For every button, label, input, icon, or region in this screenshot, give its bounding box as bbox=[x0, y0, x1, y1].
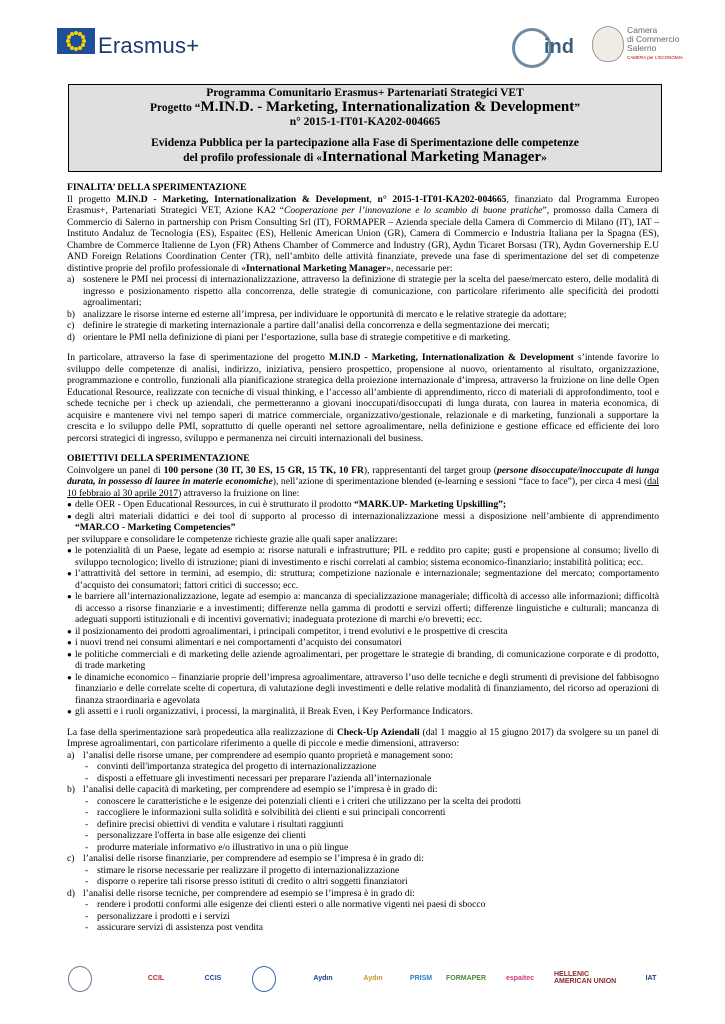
text-run: degli altri materiali didattici e dei tool di supporto al processo di internazionalizzazione messi a disposizione nell’ambiente di apprendimento bbox=[75, 510, 659, 522]
dash-marker: - bbox=[85, 876, 89, 887]
checkup-group bbox=[67, 888, 659, 900]
bullet-icon: ● bbox=[67, 569, 72, 578]
profile-title-suffix: » bbox=[541, 152, 547, 164]
sub-list-item-text: disporre o reperire tali risorse presso istituti di credito o altri soggetti finanziatori bbox=[97, 876, 408, 887]
formaper-logo: FORMAPER bbox=[445, 974, 487, 982]
list-item bbox=[67, 511, 659, 534]
list-item bbox=[67, 649, 659, 672]
dash-marker: - bbox=[85, 807, 89, 818]
espaitec-logo: espaitec bbox=[505, 974, 535, 982]
eu-star-icon bbox=[81, 35, 85, 39]
dash-marker: - bbox=[85, 761, 89, 772]
finalita-intro bbox=[67, 194, 659, 275]
obiettivi-after-text: per sviluppare e consolidare le competenze richieste grazie alle quali saper analizzare: bbox=[67, 533, 398, 545]
dash-marker: - bbox=[85, 830, 89, 841]
list-marker: d) bbox=[67, 887, 75, 899]
list-item bbox=[67, 853, 659, 865]
eu-star-icon bbox=[74, 47, 78, 51]
dash-marker: - bbox=[85, 818, 89, 830]
project-title bbox=[69, 100, 661, 115]
profile-title-prefix: del profilo professionale di « bbox=[183, 152, 322, 164]
dash-marker: - bbox=[85, 899, 89, 910]
sub-list-item bbox=[67, 922, 659, 934]
ccis-logo: CCIS bbox=[204, 974, 222, 982]
checkup-list bbox=[67, 750, 659, 934]
mind-logo bbox=[512, 28, 576, 68]
programme-title: Programma Comunitario Erasmus+ Partenariati Strategici VET bbox=[206, 87, 524, 99]
sub-list-item bbox=[67, 865, 659, 877]
bullet-icon: ● bbox=[67, 511, 72, 521]
list-item bbox=[67, 591, 659, 626]
text-run-bold: International Marketing Manager bbox=[246, 262, 387, 274]
sub-list-item bbox=[67, 773, 659, 785]
text-run-bold: 100 persone bbox=[163, 464, 213, 476]
page-header bbox=[0, 0, 725, 80]
camera-subline: CAMERA per L'ECONOMIA bbox=[627, 55, 683, 60]
list-marker: c) bbox=[67, 853, 75, 864]
checkup-sublist bbox=[67, 899, 659, 934]
checkup-group bbox=[67, 784, 659, 796]
regione-logo bbox=[68, 966, 92, 992]
text-run-bold: “MARK.UP- Marketing Upskilling”; bbox=[353, 499, 507, 510]
list-item-text: definire le strategie di marketing internazionale a partire dall’analisi della concorrenza e della segmentazione dei mercati; bbox=[83, 320, 550, 331]
list-item bbox=[67, 750, 659, 762]
eu-star-icon bbox=[78, 46, 82, 50]
camera-line: di Commercio bbox=[627, 34, 680, 44]
sub-list-item bbox=[67, 830, 659, 842]
list-marker: d) bbox=[67, 331, 75, 343]
section-heading-obiettivi: OBIETTIVI DELLA SPERIMENTAZIONE bbox=[67, 453, 250, 464]
project-title-suffix: ” bbox=[574, 102, 581, 114]
athens-chamber-logo bbox=[252, 966, 276, 992]
title-box bbox=[68, 84, 662, 172]
prism-logo: PRISM bbox=[409, 974, 433, 982]
profile-title bbox=[69, 150, 661, 165]
list-item-text: l’analisi delle risorse tecniche, per comprendere ad esempio se l’impresa è in grado di: bbox=[83, 887, 415, 899]
finalita-paragraph-2 bbox=[67, 352, 659, 444]
list-item bbox=[67, 320, 659, 332]
text-run: ( bbox=[212, 464, 219, 476]
project-title-prefix: Progetto “ bbox=[149, 102, 201, 114]
aydin-borsasi-logo: Aydın bbox=[313, 974, 333, 982]
camera-line: Camera bbox=[627, 25, 658, 35]
section-heading-finalita: FINALITA’ DELLA SPERIMENTAZIONE bbox=[67, 182, 247, 193]
list-marker: c) bbox=[67, 320, 75, 331]
list-item-text: l’analisi delle risorse umane, per comprendere ad esempio quanto proprietà e management sono: bbox=[83, 749, 454, 761]
camera-commercio-logo-text bbox=[627, 26, 683, 62]
text-run: ) attraverso la fruizione on line: bbox=[178, 487, 300, 499]
list-item-text: sostenere le PMI nei processi di internazionalizzazione, attraverso la definizione di strategie per la scelta del paese/mercato estero, delle modalità di ingresso e posizionamento rispetto alla concorrenza, delle strategie di comunicazione, con particolare riferimento alle specificità dei prodotti agroalimentari; bbox=[83, 274, 659, 308]
text-run: », necessarie per: bbox=[386, 262, 453, 274]
eu-flag-icon bbox=[57, 28, 95, 54]
mind-logo-text: ind bbox=[544, 36, 574, 58]
dash-marker: - bbox=[85, 841, 89, 853]
dash-marker: - bbox=[85, 922, 89, 933]
bullet-icon: ● bbox=[67, 707, 72, 716]
text-run: s’intende favorire lo sviluppo delle competenze di analisi, indirizzo, iniziativa, pensiero prospettico, propensione al nuovo, orientamento al risultato, organizzazione, programmazione e controllo, funzionali alla pianificazione strategica della proiezione internazionale d’impresa, attraverso la fruizione on line delle Open Educational Resource, realizzate con tecniche di visual thinking, e l’accesso all’ambiente di apprendimento, ricco di materiali di approfondimento, tool e schede tecniche per i check up aziendali, che permetteranno a giovani inoccupati/disoccupati di lunga durata, con laurea in materia economica, di acquisire e mantenere vivi nel tempo saperi di matrice commerciale, organizzativo/gestionale, relazionale e di marketing, funzionali a supportare la crescita e lo sviluppo delle PMI, soprattutto di quelle operanti nel settore agroalimentare, nella definizione e gestione efficace ed efficiente dei loro percorsi strategici di ingresso, sviluppo e permanenza nei circuiti internazionali del business. bbox=[67, 352, 659, 444]
list-marker: a) bbox=[67, 749, 75, 761]
text-run: delle OER - Open Educational Resources, in cui è strutturato il prodotto bbox=[75, 499, 354, 510]
list-marker: a) bbox=[67, 274, 75, 285]
text-run: Coinvolgere un panel di bbox=[67, 464, 164, 476]
bullet-icon: ● bbox=[67, 638, 72, 647]
sub-list-item bbox=[67, 761, 659, 773]
list-item-text: i nuovi trend nei consumi alimentari e nei comportamenti d’acquisto dei consumatori bbox=[75, 637, 402, 648]
list-item-text: il posizionamento dei prodotti agroalimentari, i principali competitor, i trend evolutivi e le prospettive di crescita bbox=[75, 625, 508, 637]
list-item bbox=[67, 672, 659, 707]
sub-list-item bbox=[67, 807, 659, 819]
list-item-text: orientare le PMI nella definizione di piani per l’esportazione, sulla base di strategie competitive e di marketing. bbox=[83, 331, 511, 343]
competence-list bbox=[67, 545, 659, 718]
text-run-italic: Cooperazione per l’innovazione e lo scambio di buone pratiche bbox=[283, 205, 543, 216]
sub-list-item-text: stimare le risorse necessarie per realizzare il progetto di internazionalizzazione bbox=[97, 864, 400, 876]
document-body bbox=[67, 182, 659, 934]
text-run: ”, promosso dalla Camera di Commercio di Salerno in partnership con Prism Consulting Srl (IT), FORMAPER – Azienda speciale della Camera di Commercio di Milano (IT), IAT – Instituto Andaluz de Tecnologia (ES), Espaitec (ES), Hellenic American Union (GR), Camera di Commercio e Industria Italiana per la Spagna (ES), Chambre de Commerce Italienne de Lyon (FR) Athens Chamber of Commerce and Industry (GR), Aydın Ticaret Borsası (TR), Aydın Governership E.U AND Foreign Relations Coordination Center (TR), nell’ambito delle attività finanziate, prevede una fase di sperimentazione del set di competenze distintive proprie del profilo professionale di « bbox=[67, 205, 660, 274]
text-run: La fase della sperimentazione sarà propedeutica alla realizzazione di bbox=[67, 726, 337, 738]
finalita-list bbox=[67, 274, 659, 343]
sub-list-item bbox=[67, 911, 659, 923]
sub-list-item-text: conoscere le caratteristiche e le esigenze dei potenziali clienti e i criteri che utilizzano per la scelta dei prodotti bbox=[97, 795, 522, 807]
eu-star-icon bbox=[70, 46, 74, 50]
camera-line: Salerno bbox=[627, 43, 657, 53]
text-run: Il progetto bbox=[67, 193, 117, 205]
ccil-logo: CCIL bbox=[147, 974, 165, 982]
checkup-intro bbox=[67, 727, 659, 750]
bullet-icon: ● bbox=[67, 592, 72, 601]
dash-marker: - bbox=[85, 795, 89, 807]
text-run: (dal 1 maggio al 15 giugno 2017) da svolgere su un panel di Imprese agroalimentari, con particolare riferimento a quelle di piccole e medie dimensioni, attraverso: bbox=[67, 726, 659, 749]
sub-list-item-text: assicurare servizi di assistenza post vendita bbox=[97, 922, 263, 933]
list-marker: b) bbox=[67, 308, 75, 320]
checkup-sublist bbox=[67, 796, 659, 854]
list-item-text: l’analisi delle risorse finanziarie, per comprendere ad esempio se l’impresa è in grado di: bbox=[83, 853, 424, 864]
fruition-list bbox=[67, 499, 659, 534]
list-item bbox=[67, 888, 659, 900]
list-item bbox=[67, 637, 659, 649]
list-item bbox=[67, 332, 659, 344]
sub-list-item bbox=[67, 899, 659, 911]
text-run-bold: 30 IT, 30 ES, 15 GR, 15 TK, 10 FR bbox=[218, 464, 364, 476]
sub-list-item-text: disposti a effettuare gli investimenti necessari per preparare l'azienda all’internazionale bbox=[97, 772, 432, 784]
checkup-sublist bbox=[67, 865, 659, 888]
checkup-sublist bbox=[67, 761, 659, 784]
partner-logos-footer bbox=[68, 966, 668, 992]
project-number: n° 2015-1-IT01-KA202-004665 bbox=[289, 116, 441, 128]
text-run-underlined: dal 10 febbraio al 30 aprile 2017 bbox=[67, 476, 659, 499]
text-run: ), rappresentanti del target group ( bbox=[363, 464, 497, 476]
text-run-bold-italic: persone disoccupate/inoccupate di lunga durata, in possesso di lauree in materie economiche bbox=[67, 464, 660, 487]
list-item-text: le potenzialità di un Paese, legate ad esempio a: risorse naturali e infrastrutture; PIL e reddito pro capite; gusti e propensione al consumo; livello di sviluppo tecnologico; livello di istruzione; piani di investimento e rischi correlati al cambio; sistema economico-finanziario; instabilità politica; ecc. bbox=[75, 545, 659, 568]
camera-commercio-seal-icon bbox=[592, 26, 624, 62]
hau-logo: HELLENIC AMERICAN UNION bbox=[554, 971, 617, 985]
sub-list-item bbox=[67, 842, 659, 854]
list-item bbox=[67, 784, 659, 796]
checkup-group bbox=[67, 853, 659, 865]
text-run-bold: “MAR.CO - Marketing Competencies” bbox=[75, 522, 236, 533]
list-item-text: l’analisi delle capacità di marketing, per comprendere ad esempio se l’impresa è in grado di: bbox=[83, 784, 438, 795]
bullet-icon: ● bbox=[67, 546, 72, 555]
bullet-icon: ● bbox=[67, 500, 72, 509]
text-run: , finanziato dal Programma Europeo Erasmus+, Partenariati Strategici VET, Azione KA2 “ bbox=[67, 193, 660, 216]
sub-list-item-text: convinti dell'importanza strategica del progetto di internazionalizzazione bbox=[97, 761, 377, 772]
sub-list-item-text: personalizzare i prodotti e i servizi bbox=[97, 910, 230, 922]
aydin-gov-logo: Aydın bbox=[363, 974, 383, 982]
text-run-bold: n° 2015-1-IT01-KA202-004665 bbox=[377, 193, 507, 205]
list-item bbox=[67, 706, 659, 718]
list-item bbox=[67, 274, 659, 309]
checkup-group bbox=[67, 750, 659, 762]
list-item bbox=[67, 568, 659, 591]
text-run: , bbox=[369, 193, 378, 205]
sub-list-item bbox=[67, 876, 659, 888]
list-item-text: le dinamiche economico – finanziarie proprie dell’impresa agroalimentare, attraverso l’uso delle tecniche e degli strumenti di previsione del fabbisogno finanziario e delle correlate scelte di copertura, di valutazione degli investimenti e delle relative modalità di finanziamento, del ricorso ad operazioni di finanza straordinaria e agevolata bbox=[75, 671, 659, 706]
sub-list-item bbox=[67, 819, 659, 831]
profile-title-main: International Marketing Manager bbox=[321, 149, 542, 165]
sub-list-item-text: personalizzare l'offerta in base alle esigenze dei clienti bbox=[97, 830, 307, 841]
text-run-bold: Check-Up Aziendali bbox=[336, 726, 420, 738]
list-item-text: le politiche commerciali e di marketing delle aziende agroalimentari, per progettare le strategie di branding, di comunicazione corporate e di prodotto, di trade marketing bbox=[75, 648, 659, 671]
list-item-text: l’attrattività del settore in termini, ad esempio, di: struttura; competizione nazionale e internazionale; segmentazione del mercato; comportamento d’acquisto dei consumatori; fattori critici di successo; ecc. bbox=[75, 568, 659, 591]
text-run: ), nell’azione di sperimentazione blended (e-learning e sessioni “face to face”), per circa 4 mesi ( bbox=[272, 476, 648, 487]
project-title-main: M.IN.D. - Marketing, Internationalization & Development bbox=[200, 99, 575, 115]
list-item bbox=[67, 545, 659, 568]
text-run: In particolare, attraverso la fase di sperimentazione del progetto bbox=[67, 352, 330, 363]
sub-list-item-text: raccogliere le informazioni sulla solidità e solvibilità dei clienti e sui principali concorrenti bbox=[97, 807, 446, 818]
dash-marker: - bbox=[85, 910, 89, 922]
notice-title: Evidenza Pubblica per la partecipazione alla Fase di Sperimentazione delle competenze bbox=[151, 137, 579, 149]
bullet-icon: ● bbox=[67, 626, 72, 636]
list-item-text: analizzare le risorse interne ed esterne all’impresa, per individuare le opportunità di mercato e le relative strategie da adottare; bbox=[83, 308, 567, 320]
list-item bbox=[67, 309, 659, 321]
list-item bbox=[67, 499, 659, 511]
text-run-bold: M.IN.D - Marketing, Internationalization & Development bbox=[116, 193, 370, 205]
dash-marker: - bbox=[85, 864, 89, 876]
erasmus-logo-text: Erasmus+ bbox=[98, 33, 200, 58]
list-item-text: le barriere all’internazionalizzazione, legate ad esempio a: mancanza di specializzazione manageriale; difficoltà di accesso alle informazioni; difficoltà di accesso a risorse finanziarie e a investimenti; differenze nella gamma di prodotti e servizi offerti; differenze linguistiche e culturali; mancanza di adeguati supporti istituzionali e di incentivi governativi; inadeguata protezione di marchi e/o brevetti; ecc. bbox=[75, 591, 659, 625]
sub-list-item-text: produrre materiale informativo e/o illustrativo in una o più lingue bbox=[97, 841, 349, 853]
text-run-bold: M.IN.D - Marketing, Internationalization & Development bbox=[329, 352, 574, 363]
eu-star-icon bbox=[66, 39, 70, 43]
list-item-text: gli assetti e i ruoli organizzativi, i processi, la marginalità, il Break Even, i Key Performance Indicators. bbox=[75, 706, 473, 717]
obiettivi-intro bbox=[67, 465, 659, 500]
dash-marker: - bbox=[85, 772, 89, 784]
list-marker: b) bbox=[67, 784, 75, 795]
list-item bbox=[67, 626, 659, 638]
sub-list-item bbox=[67, 796, 659, 808]
sub-list-item-text: rendere i prodotti conformi alle esigenze dei clienti esteri o alle normative vigenti nei paesi di sbocco bbox=[97, 899, 486, 910]
sub-list-item-text: definire precisi obiettivi di vendita e valutare i risultati raggiunti bbox=[97, 818, 344, 830]
bullet-icon: ● bbox=[67, 649, 72, 659]
bullet-icon: ● bbox=[67, 672, 72, 682]
iat-logo: IAT bbox=[645, 974, 657, 982]
